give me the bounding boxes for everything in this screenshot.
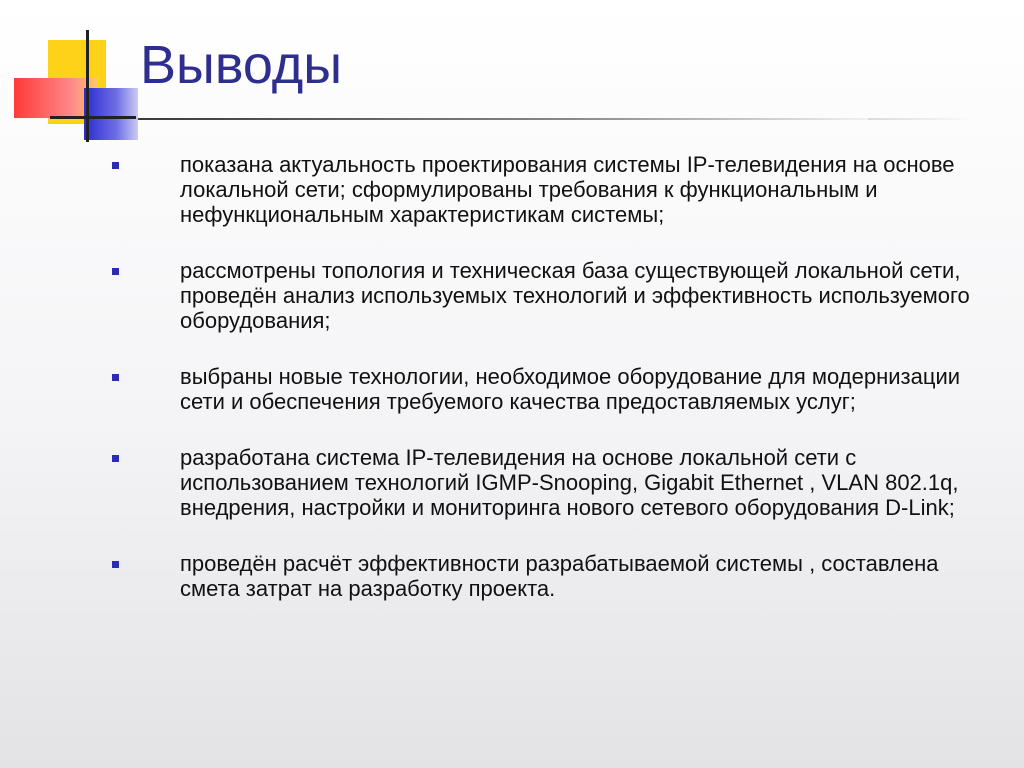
bullet-item <box>110 364 1000 414</box>
decorative-horizontal-line <box>50 116 136 119</box>
decorative-vertical-line <box>86 30 89 142</box>
bullet-text: показана актуальность проектирования системы IP-телевидения на основе локальной сети; сформулированы требования к функциональным и нефункциональным характеристикам системы; <box>180 152 955 227</box>
bullet-square-icon <box>112 455 119 462</box>
slide-title: Выводы <box>140 35 343 95</box>
bullet-item <box>110 445 1000 520</box>
bullet-item <box>110 152 1000 227</box>
bullet-text: разработана система IP-телевидения на основе локальной сети с использованием технологий IGMP-Snooping, Gigabit Ethernet , VLAN 802.1q, внедрения, настройки и мониторинга нового сетевого оборудования D-Link; <box>180 445 959 520</box>
title-underline <box>138 118 868 120</box>
bullet-text: выбраны новые технологии, необходимое оборудование для модернизации сети и обеспечения требуемого качества предоставляемых услуг; <box>180 364 961 414</box>
bullet-text: рассмотрены топология и техническая база существующей локальной сети, проведён анализ используемых технологий и эффективность используемого оборудования; <box>180 258 970 333</box>
bullet-list <box>110 152 1000 632</box>
bullet-text: проведён расчёт эффективности разрабатываемой системы , составлена смета затрат на разработку проекта. <box>180 551 939 601</box>
title-underline-fade <box>868 118 972 120</box>
bullet-square-icon <box>112 374 119 381</box>
bullet-item <box>110 258 1000 333</box>
decorative-blue-block <box>84 88 138 140</box>
bullet-square-icon <box>112 162 119 169</box>
bullet-square-icon <box>112 268 119 275</box>
bullet-square-icon <box>112 561 119 568</box>
bullet-item <box>110 551 1000 601</box>
